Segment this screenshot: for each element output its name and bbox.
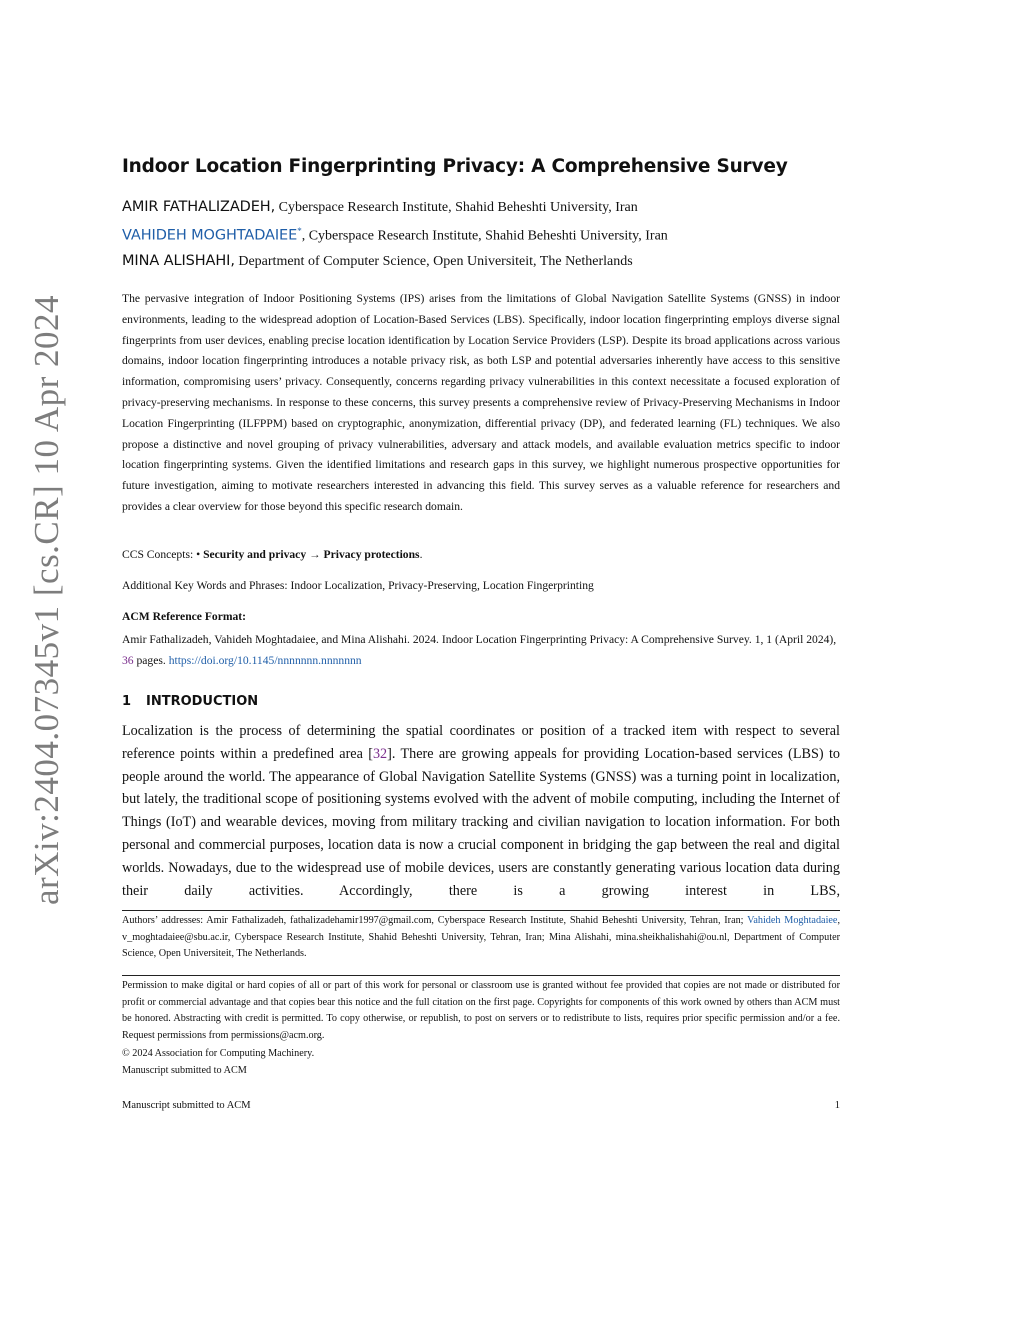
section-number: 1 <box>122 694 132 709</box>
addresses-text-1: Authors’ addresses: Amir Fathalizadeh, fathalizadehamir1997@gmail.com, Cyberspace Research Institute, Shahid Beheshti University, Tehran, Iran; <box>122 915 748 926</box>
permission-notice: Permission to make digital or hard copies of all or part of this work for personal or classroom use is granted without fee provided that copies are not made or distributed for profit or commercial advantage and that copies bear this notice and the full citation on the first page. Copyrights for components of this work owned by others than ACM must be honored. Abstracting with credit is permitted. To copy otherwise, or republish, to post on servers or to redistribute to lists, requires prior specific permission and/or a fee. Request permissions from permissions@acm.org. <box>122 980 840 1041</box>
arxiv-side-stamp <box>22 250 72 950</box>
footnote-rule <box>122 910 840 911</box>
arxiv-identifier: arXiv:2404.07345v1 [cs.CR] 10 Apr 2024 <box>27 294 66 906</box>
author-name: AMIR FATHALIZADEH, <box>122 199 276 215</box>
author-line-1 <box>122 199 638 216</box>
introduction-paragraph <box>122 720 840 902</box>
author-name-link[interactable]: VAHIDEH MOGHTADAIEE <box>122 227 298 244</box>
ccs-bullet: • <box>196 548 204 561</box>
addresses-text-2: , v_moghtadaiee@sbu.ac.ir, Cyberspace Research Institute, Shahid Beheshti University, Tehran, Iran; Mina Alishahi, mina.sheikhalishahi@ou.nl, Department of Computer Science, Open Universiteit, The Netherlands. <box>122 915 840 960</box>
doi-link[interactable]: https://doi.org/10.1145/nnnnnnn.nnnnnnn <box>168 653 362 667</box>
author-affiliation: Department of Computer Science, Open Universiteit, The Netherlands <box>234 254 633 269</box>
reference-citation: Amir Fathalizadeh, Vahideh Moghtadaiee, and Mina Alishahi. 2024. Indoor Location Fingerprinting Privacy: A Comprehensive Survey. 1, 1 (April 2024), <box>122 633 837 646</box>
intro-text-1: Localization is the process of determining the spatial coordinates or position of a tracked item with respect to several reference points within a predefined area [ <box>122 723 840 762</box>
ccs-concepts <box>122 548 422 561</box>
page-number: 1 <box>834 1100 840 1111</box>
copyright-notice: © 2024 Association for Computing Machinery. <box>122 1048 315 1059</box>
author-line-3 <box>122 253 633 270</box>
reference-format-heading: ACM Reference Format: <box>122 610 247 623</box>
citation-link[interactable]: 32 <box>372 745 388 762</box>
author-affiliation: Cyberspace Research Institute, Shahid Beheshti University, Iran <box>275 200 638 215</box>
footer-left-text: Manuscript submitted to ACM <box>122 1100 251 1111</box>
intro-text-2: ]. There are growing appeals for providing Location-based services (LBS) to people around the world. The appearance of Global Navigation Satellite Systems (GNSS) was a turning point in localization, but lately, the traditional scope of positioning systems evolved with the advent of mobile computing, including the Internet of Things (IoT) and wearable devices, moving from military tracking and civilian navigation to location information. For both personal and commercial purposes, location data is now a crucial component in bridging the gap between the real and digital worlds. Nowadays, due to the widespread use of mobile devices, users are constantly generating various location data during their daily activities. Accordingly, there is a growing interest in LBS, <box>122 745 840 899</box>
author-line-2 <box>122 226 668 245</box>
corresponding-author-marker[interactable]: * <box>297 226 302 236</box>
author-link[interactable]: Vahideh Moghtadaiee <box>747 915 838 926</box>
author-affiliation: , Cyberspace Research Institute, Shahid Beheshti University, Iran <box>301 228 668 244</box>
ccs-label: CCS Concepts: <box>122 548 197 561</box>
reference-pages-text: pages. <box>133 653 169 667</box>
section-heading <box>122 694 258 709</box>
author-name: MINA ALISHAHI, <box>122 253 235 269</box>
running-footer <box>122 1100 840 1111</box>
author-addresses-footnote <box>122 913 840 963</box>
ccs-end: . <box>419 548 423 561</box>
permission-rule <box>122 975 840 976</box>
keywords: Additional Key Words and Phrases: Indoor Localization, Privacy-Preserving, Location Fingerprinting <box>122 579 594 592</box>
abstract: The pervasive integration of Indoor Positioning Systems (IPS) arises from the limitations of Global Navigation Satellite Systems (GNSS) in indoor environments, leading to the widespread adoption of Location-Based Services (LBS). Specifically, indoor location fingerprinting employs diverse signal fingerprints from user devices, enabling precise location identification by Location Service Providers (LSP). Despite its broad applications across various domains, indoor location fingerprinting introduces a notable privacy risk, as both LSP and potential adversaries inherently have access to this sensitive information, compromising users’ privacy. Consequently, concerns regarding privacy vulnerabilities in this context necessitate a focused exploration of privacy-preserving mechanisms. In response to these concerns, this survey presents a comprehensive review of Privacy-Preserving Mechanisms in Indoor Location Fingerprinting (ILFPPM) based on cryptographic, anonymization, differential privacy (DP), and federated learning (FL) techniques. We also propose a distinctive and novel grouping of privacy vulnerabilities, adversary and attack models, and available evaluation metrics specific to indoor location fingerprinting systems. Given the identified limitations and research gaps in this survey, we highlight numerous prospective opportunities for future investigation, aiming to motivate researchers interested in advancing this field. This survey serves as a valuable reference for researchers and provides a clear overview for those beyond this specific research domain. <box>122 292 840 513</box>
manuscript-note: Manuscript submitted to ACM <box>122 1065 247 1076</box>
ccs-concept: Security and privacy → Privacy protections <box>203 548 420 561</box>
section-title: INTRODUCTION <box>146 694 259 709</box>
reference-format-text <box>122 630 840 672</box>
paper-title: Indoor Location Fingerprinting Privacy: A Comprehensive Survey <box>122 156 788 177</box>
page-count-link[interactable]: 36 <box>122 653 134 667</box>
